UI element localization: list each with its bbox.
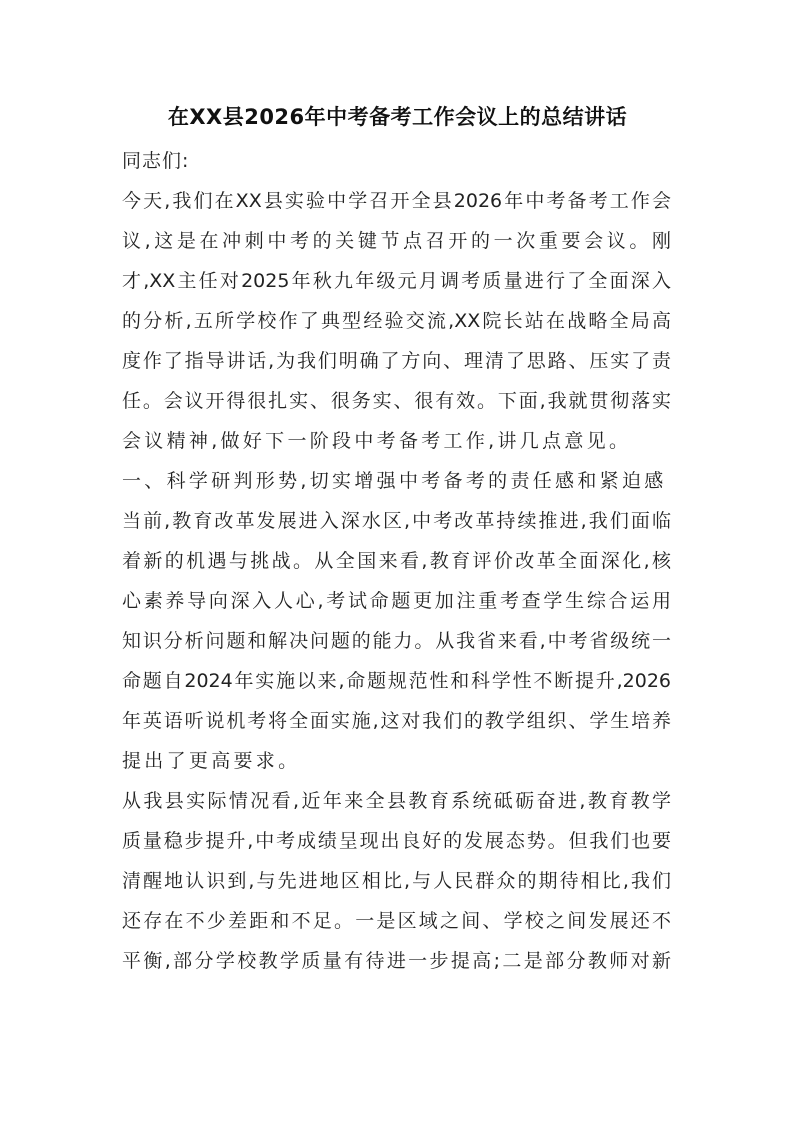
body-text-line: 今天,我们在XX县实验中学召开全县2026年中考备考工作会	[122, 190, 671, 212]
body-text-line: 任。会议开得很扎实、很务实、很有效。下面,我就贯彻落实	[122, 390, 671, 412]
document-title: 在XX县2026年中考备考工作会议上的总结讲话	[167, 105, 628, 129]
body-text-line: 提出了更高要求。	[122, 750, 301, 772]
body-text-line: 年英语听说机考将全面实施,这对我们的教学组织、学生培养	[122, 710, 671, 732]
body-text-line: 着新的机遇与挑战。从全国来看,教育评价改革全面深化,核	[122, 550, 671, 572]
body-text-line: 度作了指导讲话,为我们明确了方向、理清了思路、压实了责	[122, 350, 671, 372]
body-text-line: 平衡,部分学校教学质量有待进一步提高;二是部分教师对新	[122, 950, 671, 972]
body-text-line: 清醒地认识到,与先进地区相比,与人民群众的期待相比,我们	[122, 870, 671, 892]
body-text-line: 才,XX主任对2025年秋九年级元月调考质量进行了全面深入	[122, 270, 671, 292]
body-text-line: 命题自2024年实施以来,命题规范性和科学性不断提升,2026	[122, 670, 671, 692]
body-text-line: 一、科学研判形势,切实增强中考备考的责任感和紧迫感	[122, 470, 667, 492]
salutation: 同志们:	[122, 150, 190, 172]
body-text-line: 还存在不少差距和不足。一是区域之间、学校之间发展还不	[122, 910, 671, 932]
body-text-line: 议,这是在冲刺中考的关键节点召开的一次重要会议。刚	[122, 230, 671, 252]
body-text-line: 从我县实际情况看,近年来全县教育系统砥砺奋进,教育教学	[122, 790, 671, 812]
body-text-line: 当前,教育改革发展进入深水区,中考改革持续推进,我们面临	[122, 510, 671, 532]
body-text-line: 质量稳步提升,中考成绩呈现出良好的发展态势。但我们也要	[122, 830, 671, 852]
body-text-line: 的分析,五所学校作了典型经验交流,XX院长站在战略全局高	[122, 310, 671, 332]
body-text-line: 心素养导向深入人心,考试命题更加注重考查学生综合运用	[122, 590, 671, 612]
body-text-line: 会议精神,做好下一阶段中考备考工作,讲几点意见。	[122, 430, 632, 452]
body-text-line: 知识分析问题和解决问题的能力。从我省来看,中考省级统一	[122, 630, 671, 652]
